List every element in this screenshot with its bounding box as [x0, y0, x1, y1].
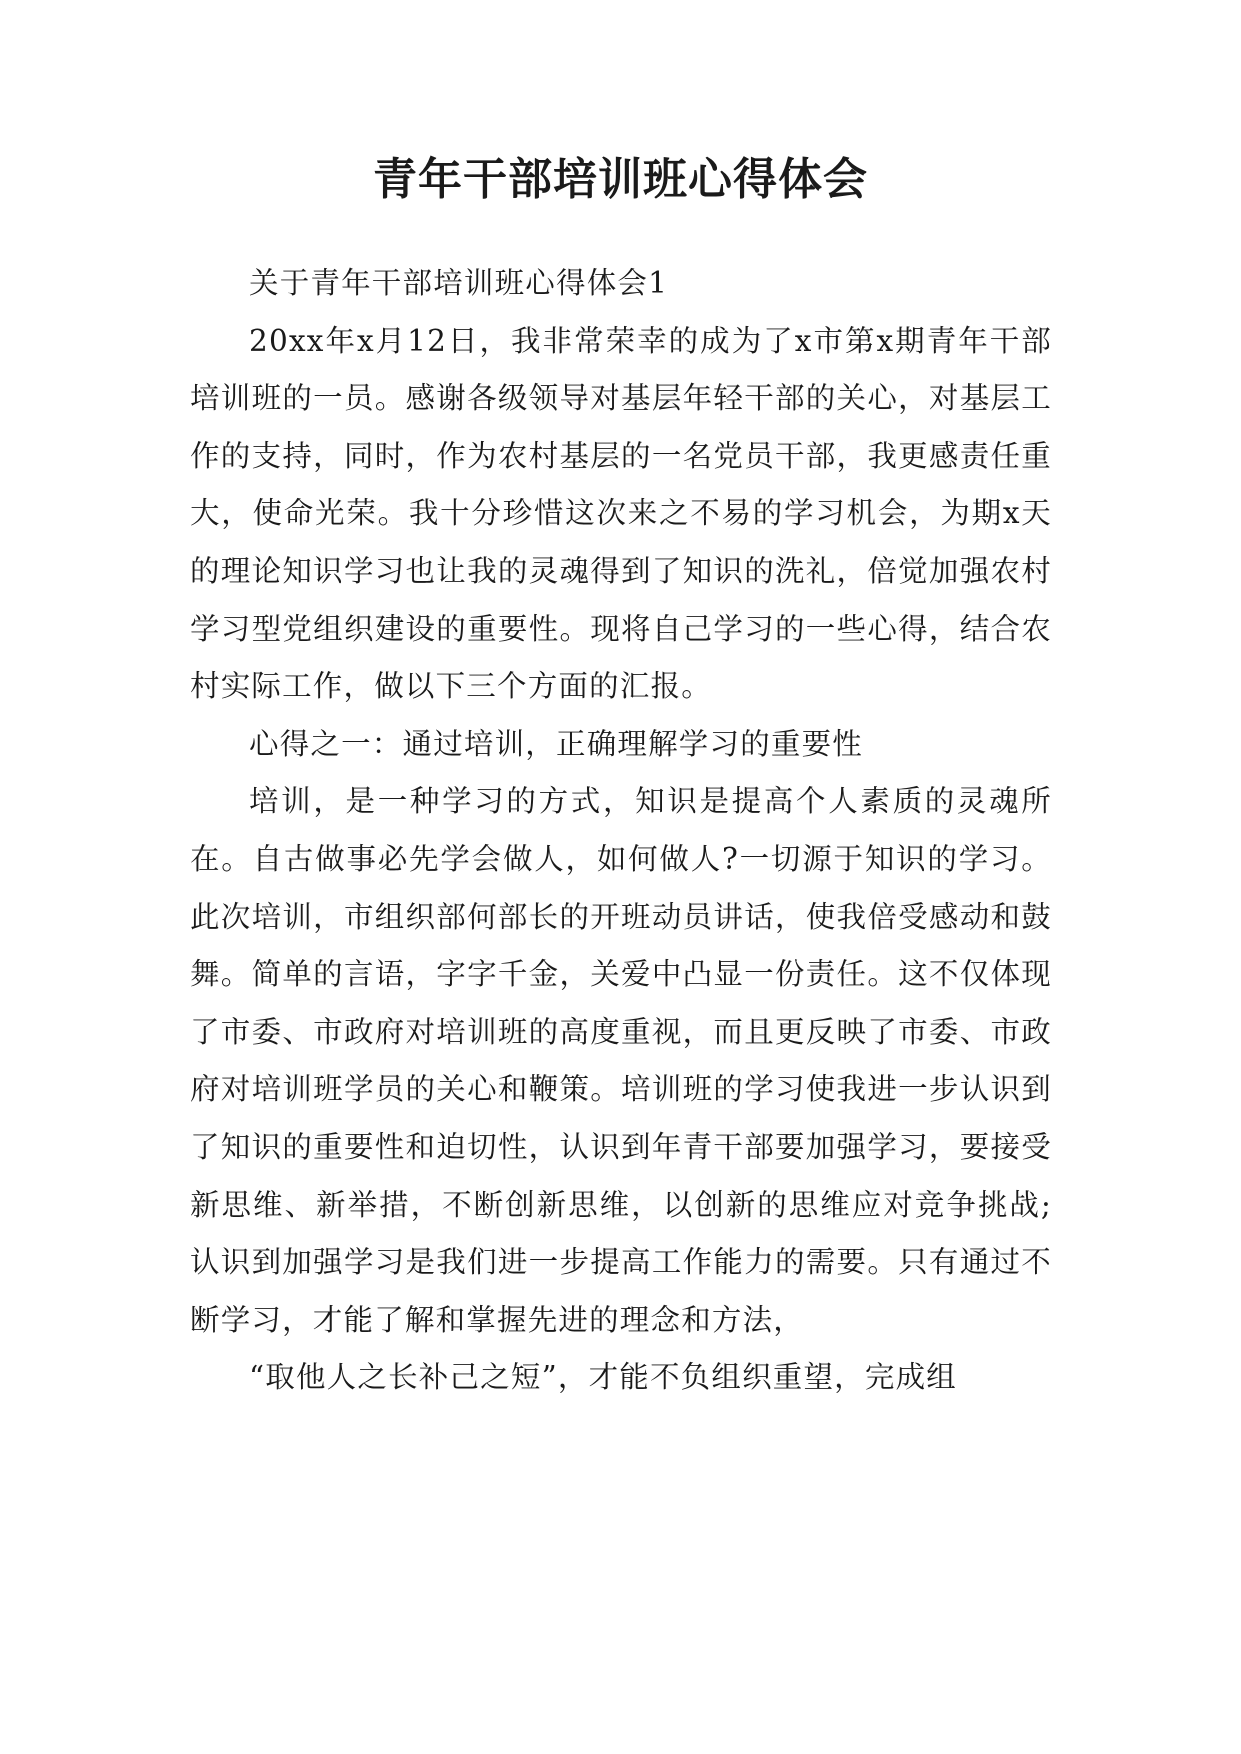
section-heading: 关于青年干部培训班心得体会1 — [249, 266, 669, 300]
body-paragraph: 20xx年x月12日，我非常荣幸的成为了x市第x期青年干部培训班的一员。感谢各级领导对基层年轻干部的关心，对基层工作的支持，同时，作为农村基层的一名党员干部，我更感责任重大，使命光荣。我十分珍惜这次来之不易的学习机会，为期x天的理论知识学习也让我的灵魂得到了知识的洗礼，倍觉加强农村学习型党组织建设的重要性。现将自己学习的一些心得，结合农村实际工作，做以下三个方面的汇报。 — [190, 323, 1052, 704]
body-paragraph: 培训，是一种学习的方式，知识是提高个人素质的灵魂所在。自古做事必先学会做人，如何做人?一切源于知识的学习。此次培训，市组织部何部长的开班动员讲话，使我倍受感动和鼓舞。简单的言语，字字千金，关爱中凸显一份责任。这不仅体现了市委、市政府对培训班的高度重视，而且更反映了市委、市政府对培训班学员的关心和鞭策。培训班的学习使我进一步认识到了知识的重要性和迫切性，认识到年青干部要加强学习，要接受新思维、新举措，不断创新思维，以创新的思维应对竞争挑战;认识到加强学习是我们进一步提高工作能力的需要。只有通过不断学习，才能了解和掌握先进的理念和方法， — [190, 784, 1052, 1337]
body-paragraph: “取他人之长补己之短”，才能不负组织重望，完成组 — [249, 1360, 957, 1395]
section-heading: 心得之一：通过培训，正确理解学习的重要性 — [249, 726, 864, 761]
document-body — [190, 255, 1052, 1407]
document-title: 青年干部培训班心得体会 — [373, 154, 868, 205]
